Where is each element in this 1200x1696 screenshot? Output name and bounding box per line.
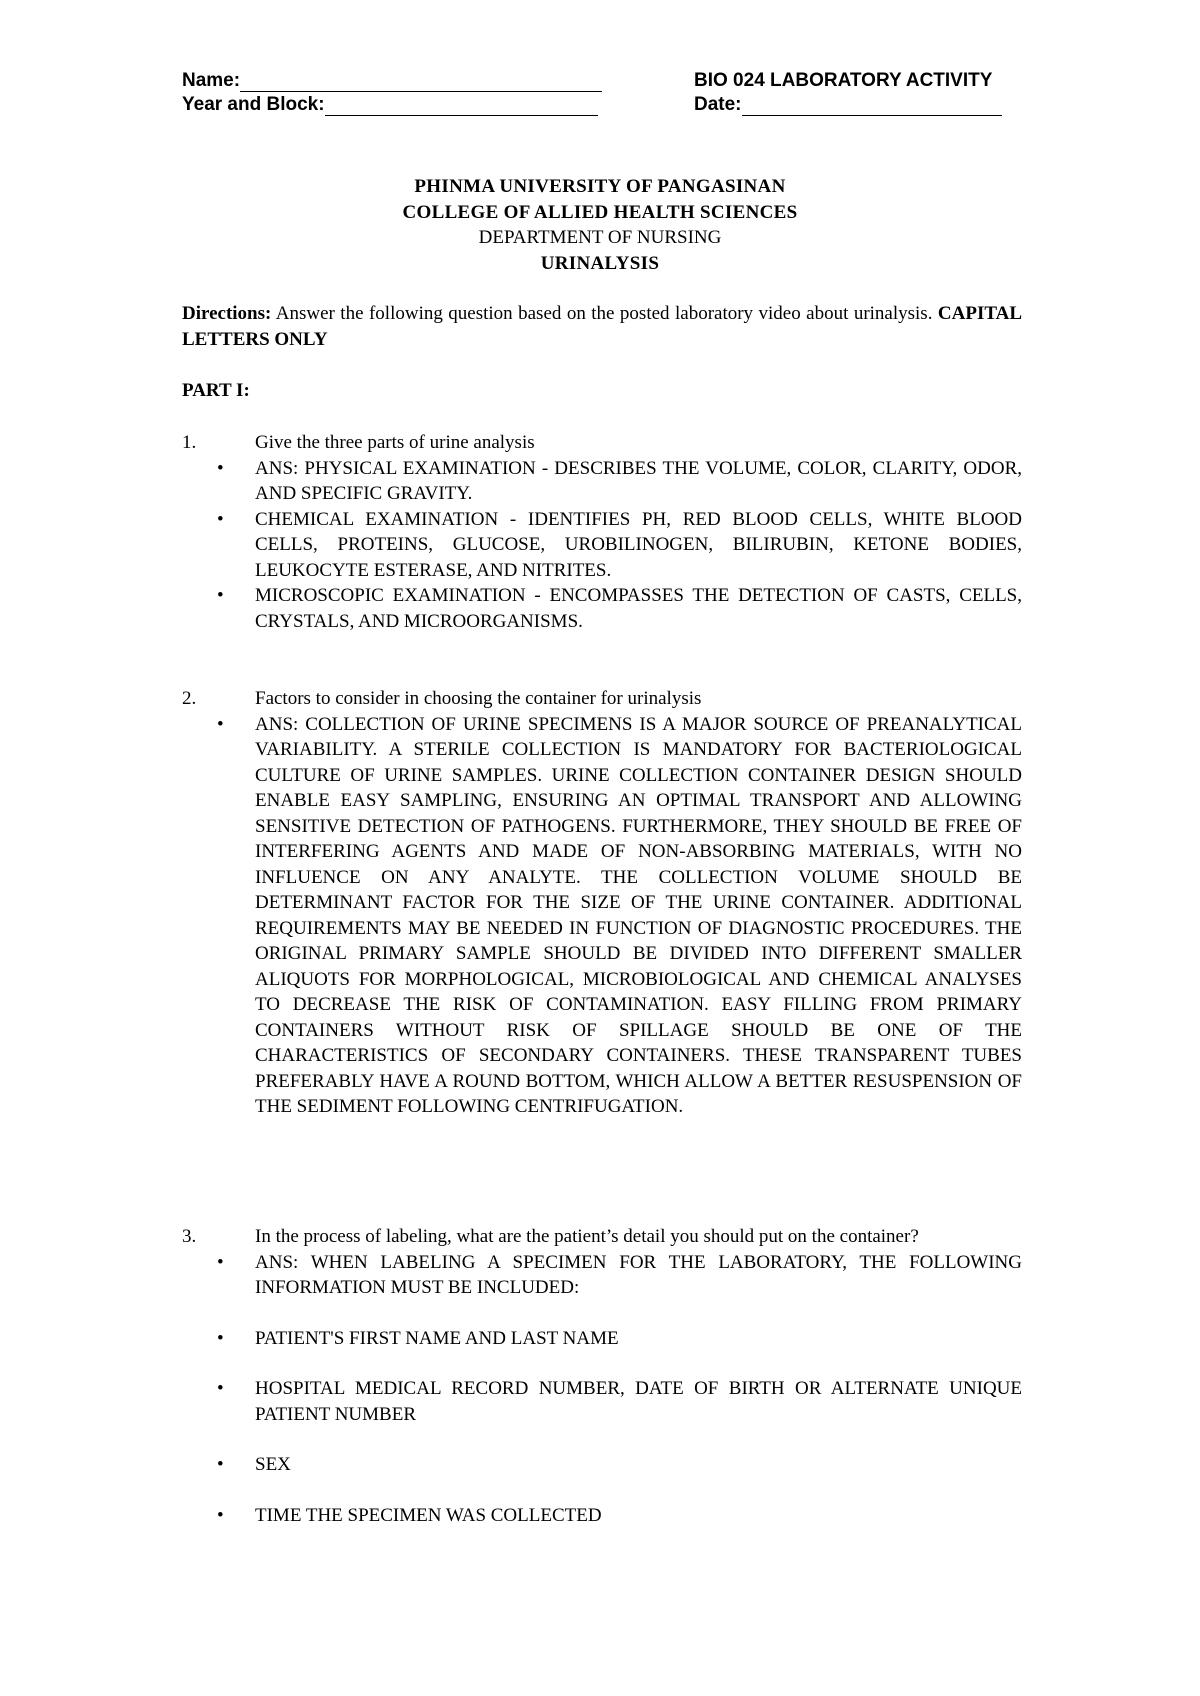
bullet-icon: •: [217, 585, 224, 606]
activity-title: BIO 024 LABORATORY ACTIVITY: [694, 70, 993, 91]
question-text: In the process of labeling, what are the patient’s detail you should put on the container?: [255, 1226, 919, 1247]
bullet-icon: •: [217, 713, 224, 735]
bullet-icon: •: [217, 457, 224, 479]
list-item: • SEX: [182, 1452, 1022, 1478]
name-field-line[interactable]: [240, 73, 602, 92]
directions-emphasis: CAPITAL LETTERS ONLY: [182, 303, 1023, 350]
bullet-icon: •: [217, 1251, 224, 1273]
list-item: • TIME THE SPECIMEN WAS COLLECTED: [182, 1503, 1022, 1529]
question-text: Give the three parts of urine analysis: [255, 432, 535, 453]
part-label: PART I:: [182, 380, 250, 401]
year-block-field-line[interactable]: [325, 97, 598, 116]
bullet-icon: •: [217, 1454, 224, 1475]
answer-list: [182, 456, 1022, 635]
question-number: 3.: [182, 1226, 197, 1247]
answer-list: [182, 1250, 1022, 1529]
question-1: [182, 430, 1022, 634]
list-item: • CHEMICAL EXAMINATION - IDENTIFIES PH, RED BLOOD CELLS, WHITE BLOOD CELLS, PROTEINS, GLUCOSE, UROBILINOGEN, BILIRUBIN, KETONE BODIES, LEUKOCYTE ESTERASE, AND NITRITES.: [217, 508, 1022, 581]
bullet-icon: •: [217, 1504, 224, 1526]
department-title: DEPARTMENT OF NURSING: [478, 227, 722, 248]
year-block-label: Year and Block:: [182, 94, 325, 115]
list-item: • HOSPITAL MEDICAL RECORD NUMBER, DATE OF BIRTH OR ALTERNATE UNIQUE PATIENT NUMBER: [217, 1378, 1022, 1425]
question-text: Factors to consider in choosing the container for urinalysis: [255, 688, 702, 709]
document-header: [182, 70, 1022, 118]
title-block: [0, 174, 1200, 276]
list-item: • ANS: PHYSICAL EXAMINATION - DESCRIBES THE VOLUME, COLOR, CLARITY, ODOR, AND SPECIFIC GRAVITY.: [217, 457, 1022, 504]
name-label: Name:: [182, 70, 241, 91]
college-title: COLLEGE OF ALLIED HEALTH SCIENCES: [402, 201, 798, 223]
list-item: • MICROSCOPIC EXAMINATION - ENCOMPASSES THE DETECTION OF CASTS, CELLS, CRYSTALS, AND MICROORGANISMS.: [217, 585, 1022, 632]
list-item: • ANS: WHEN LABELING A SPECIMEN FOR THE LABORATORY, THE FOLLOWING INFORMATION MUST BE INCLUDED:: [217, 1251, 1022, 1298]
list-item: • ANS: COLLECTION OF URINE SPECIMENS IS A MAJOR SOURCE OF PREANALYTICAL VARIABILITY. A STERILE COLLECTION IS MANDATORY FOR BACTERIOLOGICAL CULTURE OF URINE SAMPLES. URINE COLLECTION CONTAINER DESIGN SHOULD ENABLE EASY SAMPLING, ENSURING AN OPTIMAL TRANSPORT AND ALLOWING SENSITIVE DETECTION OF PATHOGENS. FURTHERMORE, THEY SHOULD BE FREE OF INTERFERING AGENTS AND MADE OF NON-ABSORBING MATERIALS, WITH NO INFLUENCE ON ANY ANALYTE. THE COLLECTION VOLUME SHOULD BE DETERMINANT FACTOR FOR THE SIZE OF THE URINE CONTAINER. ADDITIONAL REQUIREMENTS MAY BE NEEDED IN FUNCTION OF DIAGNOSTIC PROCEDURES. THE ORIGINAL PRIMARY SAMPLE SHOULD BE DIVIDED INTO DIFFERENT SMALLER ALIQUOTS FOR MORPHOLOGICAL, MICROBIOLOGICAL AND CHEMICAL ANALYSES TO DECREASE THE RISK OF CONTAMINATION. EASY FILLING FROM PRIMARY CONTAINERS WITHOUT RISK OF SPILLAGE SHOULD BE ONE OF THE CHARACTERISTICS OF SECONDARY CONTAINERS. THESE TRANSPARENT TUBES PREFERABLY HAVE A ROUND BOTTOM, WHICH ALLOW A BETTER RESUSPENSION OF THE SEDIMENT FOLLOWING CENTRIFUGATION.: [217, 713, 1022, 1117]
list-item: • PATIENT'S FIRST NAME AND LAST NAME: [182, 1326, 1022, 1352]
question-3: [182, 1224, 1022, 1528]
question-2: [182, 686, 1022, 1120]
date-field-line[interactable]: [742, 97, 1002, 116]
question-number: 1.: [182, 432, 197, 453]
directions-label: Directions:: [182, 303, 272, 324]
answer-list: [182, 712, 1022, 1120]
subject-title: URINALYSIS: [540, 252, 660, 274]
directions: [182, 301, 1022, 352]
bullet-icon: •: [217, 1378, 224, 1399]
bullet-icon: •: [217, 1327, 224, 1349]
date-label: Date:: [694, 94, 742, 115]
directions-text: Answer the following question based on the posted laboratory video about urinalysis.: [275, 303, 933, 324]
bullet-icon: •: [217, 508, 224, 530]
university-title: PHINMA UNIVERSITY OF PANGASINAN: [414, 176, 786, 197]
question-number: 2.: [182, 688, 197, 709]
